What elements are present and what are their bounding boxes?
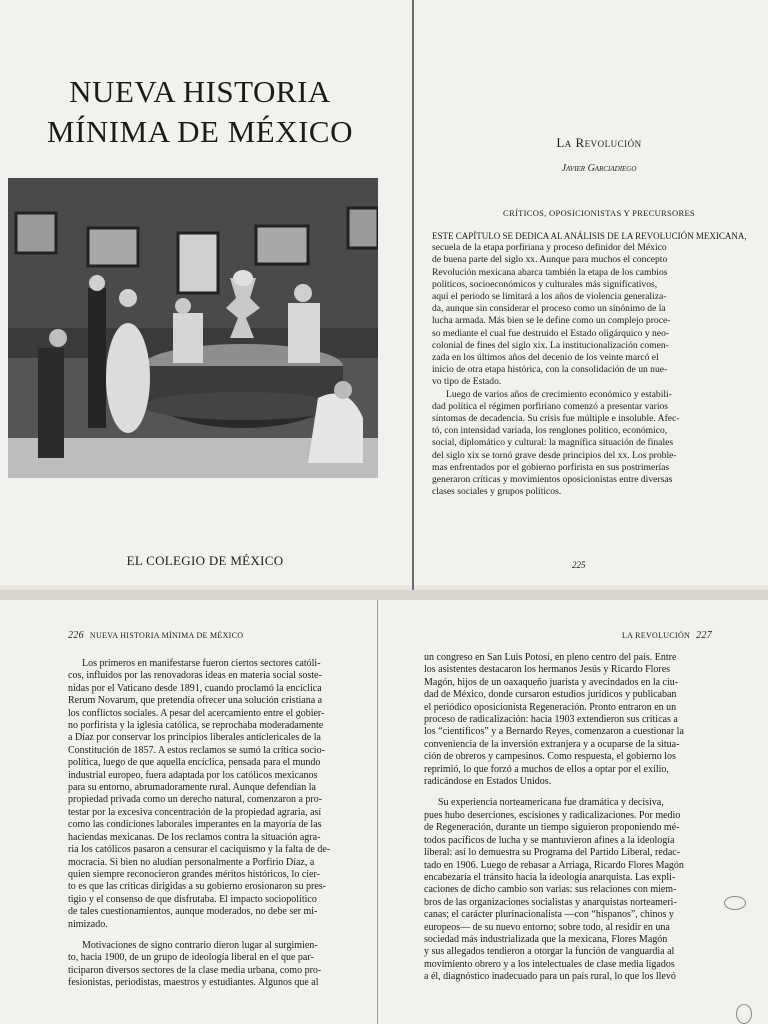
text-line: europeos— de su nuevo entorno; sobre todo, al residir en una bbox=[424, 921, 670, 933]
text-line: colonial de fines del siglo xix. La institucionalización comen- bbox=[432, 339, 669, 351]
text-line: los conflictos sociales. A pesar del acercamiento entre el gobier- bbox=[68, 707, 325, 719]
text-line: industrial europeo, fuera adaptada por los católicos mexicanos bbox=[68, 769, 318, 781]
text-line: conveniencia de la inversión extranjera y a ocuparse de la situa- bbox=[424, 738, 680, 750]
text-line: como las condiciones laborales imperantes en la mayoría de las bbox=[68, 819, 322, 831]
text-line: caciones de dicho cambio son varias: sus relaciones con miem- bbox=[424, 884, 677, 896]
text-line: Rerum Novarum, que pretendía ofrecer una solución cristiana a bbox=[68, 695, 323, 707]
text-line: secuela de la etapa porfiriana y proceso definidor del México bbox=[432, 242, 667, 254]
running-head bbox=[62, 630, 243, 641]
publisher: EL COLEGIO DE MÉXICO bbox=[126, 553, 284, 568]
text-line: encabezaría el tránsito hacia la ideología anarquista. Las expli- bbox=[424, 871, 676, 883]
text-line: clases sociales y grupos políticos. bbox=[432, 486, 562, 498]
text-line: generaron críticas y movimientos oposicionistas entre diversas bbox=[432, 474, 673, 486]
text-line: tigio y el consenso de que disfrutaba. El impacto sociopolítico bbox=[68, 893, 317, 905]
text-line: radicándose en Estados Unidos. bbox=[424, 776, 552, 788]
text-line: sociedad más industrializada que la mexicana, Flores Magón bbox=[424, 933, 668, 945]
page-number: 227 bbox=[696, 630, 713, 641]
page-gap bbox=[0, 590, 768, 600]
text-line: y sus allegados tendieron a otorgar la función de vanguardia al bbox=[424, 946, 675, 958]
text-line: social, diplomático y cultural: la magnífica situación de finales bbox=[432, 437, 674, 449]
page-225-body bbox=[432, 230, 747, 498]
text-line: Los primeros en manifestarse fueron ciertos sectores católi- bbox=[82, 658, 321, 669]
text-line: Constitución de 1857. A estos reclamos se sumó la crítica socio- bbox=[68, 744, 325, 756]
text-line: canas; el carácter plurinacionalista —con “hispanos”, chinos y bbox=[424, 909, 674, 921]
page-227 bbox=[384, 600, 768, 1024]
text-line: mas enfrentados por el gobierno porfirista en sus postrimerías bbox=[432, 461, 670, 473]
page-226 bbox=[0, 600, 384, 1024]
text-line: tó, con intensidad variada, los renglones político, económico, bbox=[432, 425, 668, 437]
text-line: mocracia. Si bien no aludían personalmente a Porfirio Díaz, a bbox=[68, 856, 315, 868]
text-line: Luego de varios años de crecimiento económico y estabili- bbox=[446, 388, 672, 400]
text-line: Su experiencia norteamericana fue dramática y decisiva, bbox=[438, 797, 664, 809]
text-line: de buena parte del siglo xx. Aunque para muchos el concepto bbox=[432, 254, 668, 266]
page-number: 225 bbox=[572, 560, 586, 570]
text-line: de Regeneración, durante un tiempo siguieron proponiendo mé- bbox=[424, 822, 680, 834]
running-head-text: NUEVA HISTORIA MÍNIMA DE MÉXICO bbox=[89, 631, 244, 640]
text-line: ticiparon diversos sectores de la clase media urbana, como pro- bbox=[68, 964, 322, 976]
text-line: reprimió, lo que forzó a muchos de ellos a optar por el exilio, bbox=[424, 763, 669, 775]
pencil-mark bbox=[724, 896, 746, 910]
pencil-mark bbox=[736, 1004, 752, 1024]
text-line: a él, diagnóstico inadecuado para un país rural, lo que los llevó bbox=[424, 971, 676, 983]
text-line: so mediante el cual fue destruido el Estado oligárquico y neo- bbox=[432, 327, 670, 339]
text-line: nidas por el Vaticano desde 1891, cuando proclamó la encíclica bbox=[68, 682, 322, 694]
text-line: Magón, hijos de un oaxaqueño juarista y avecindados en la ciu- bbox=[424, 676, 679, 688]
section-heading: CRÍTICOS, OPOSICIONISTAS Y PRECURSORES bbox=[503, 208, 695, 218]
text-line: para su entorno, abrumadoramente rural. Aunque defendían la bbox=[68, 782, 316, 794]
text-line: políticos, socioeconómicos y culturales más significativos, bbox=[432, 278, 658, 290]
text-line: pues hubo deserciones, escisiones y radicalizaciones. Por medio bbox=[424, 809, 681, 821]
book-title-line: NUEVA HISTORIA bbox=[69, 74, 331, 109]
chapter-title: La Revolución bbox=[556, 135, 642, 150]
page-227-body bbox=[424, 652, 724, 984]
text-line: bros de las organizaciones socialistas y anarquistas norteameri- bbox=[424, 896, 677, 908]
page-226-body bbox=[68, 658, 358, 990]
text-line: liberal: así lo demuestra su Programa del Partido Liberal, redac- bbox=[424, 847, 681, 859]
page-number: 226 bbox=[68, 630, 84, 641]
text-line: propiedad privada como un derecho natural, comenzaron a pro- bbox=[68, 794, 323, 806]
page-gutter bbox=[377, 600, 378, 1024]
text-line: los asistentes destacaron los hermanos Jesús y Ricardo Flores bbox=[424, 664, 671, 676]
text-line: los “científicos” y a Bernardo Reyes, comenzaron a cuestionar la bbox=[424, 726, 684, 738]
text-line: aquí el periodo se limitará a los años de violencia generaliza- bbox=[432, 291, 667, 303]
page-fold bbox=[412, 0, 414, 590]
book-title bbox=[30, 72, 370, 152]
text-line: dad política el régimen porfiriano comenzó a presentar varios bbox=[432, 400, 669, 412]
chapter-author: Javier Garciadiego bbox=[561, 163, 637, 174]
text-line: política, luego de que aquella encíclica, pensada para el mundo bbox=[68, 757, 321, 769]
text-line: testar por la excesiva concentración de la propiedad agraria, así bbox=[68, 806, 322, 818]
text-line: fesionistas, periodistas, maestros y estudiantes. Algunos que al bbox=[68, 977, 319, 989]
text-line: ESTE CAPÍTULO SE DEDICA AL ANÁLISIS DE LA REVOLUCIÓN MEXICANA, bbox=[432, 231, 747, 241]
text-line: tado en 1906. Luego de rebasar a Arriaga, Ricardo Flores Magón bbox=[424, 859, 684, 871]
text-line: da, aunque sin considerar el proceso como un sinónimo de la bbox=[432, 303, 666, 315]
text-line: vo tipo de Estado. bbox=[432, 376, 502, 388]
text-line: del siglo xix se tornó grave desde principios del xx. Los proble- bbox=[432, 449, 677, 461]
text-line: inicio de otra etapa histórica, con la consolidación de un nue- bbox=[432, 364, 668, 376]
text-line: no porfirista y la iglesia católica, se reprochaba moderadamente bbox=[68, 720, 324, 732]
text-line: un congreso en San Luis Potosí, en pleno centro del país. Entre bbox=[424, 652, 677, 663]
text-line: dad de México, donde cursaron estudios jurídicos y publicaban bbox=[424, 689, 677, 701]
text-line: Revolución mexicana abarca también la etapa de los cambios bbox=[432, 266, 668, 278]
text-line: síntomas de decadencia. Su crisis fue múltiple e insoluble. Afec- bbox=[432, 413, 680, 425]
cover-illustration bbox=[8, 178, 378, 478]
text-line: quien siempre reconocieron grandes méritos históricos, lo cier- bbox=[68, 868, 320, 880]
text-line: todos pacíficos de lucha y se mantuvieron afines a la ideología bbox=[424, 834, 675, 846]
text-line: a Díaz por conservar los principios liberales anticlericales de la bbox=[68, 732, 321, 744]
text-line: ria los católicos pasaron a censurar el caciquismo y la falta de de- bbox=[68, 844, 331, 856]
text-line: de tales cuestionamientos, aunque moderados, no debe ser mi- bbox=[68, 906, 318, 918]
text-line: to es que las críticas dirigidas a su gobierno erosionaron su pres- bbox=[68, 881, 326, 893]
text-line: cos, influidos por las renovadoras ideas en materia social soste- bbox=[68, 670, 322, 682]
text-line: haciendas mexicanas. De los reclamos contra la situación agra- bbox=[68, 831, 321, 843]
text-line: movimiento obrero y a los intelectuales de clase media ligados bbox=[424, 958, 675, 970]
running-head bbox=[622, 630, 718, 641]
running-head-text: LA REVOLUCIÓN bbox=[622, 631, 691, 640]
text-line: Motivaciones de signo contrario dieron lugar al surgimien- bbox=[82, 939, 318, 951]
text-line: nimizado. bbox=[68, 918, 108, 930]
text-line: lucha armada. Más bien se le define como un complejo proce- bbox=[432, 315, 671, 327]
title-page bbox=[0, 0, 384, 585]
text-line: el periódico oposicionista Regeneración. Pronto entraron en un bbox=[424, 701, 677, 713]
page-225 bbox=[384, 0, 768, 585]
text-line: ción de obreros y campesinos. Como respuesta, el gobierno los bbox=[424, 751, 676, 763]
text-line: to, hacia 1900, de un grupo de ideología liberal en el que par- bbox=[68, 952, 314, 964]
book-title-line: MÍNIMA DE MÉXICO bbox=[47, 114, 353, 149]
text-line: zada en los últimos años del decenio de los veinte marcó el bbox=[432, 352, 659, 364]
text-line: proceso de radicalización: hacia 1903 extendieron sus críticas a bbox=[424, 714, 678, 726]
